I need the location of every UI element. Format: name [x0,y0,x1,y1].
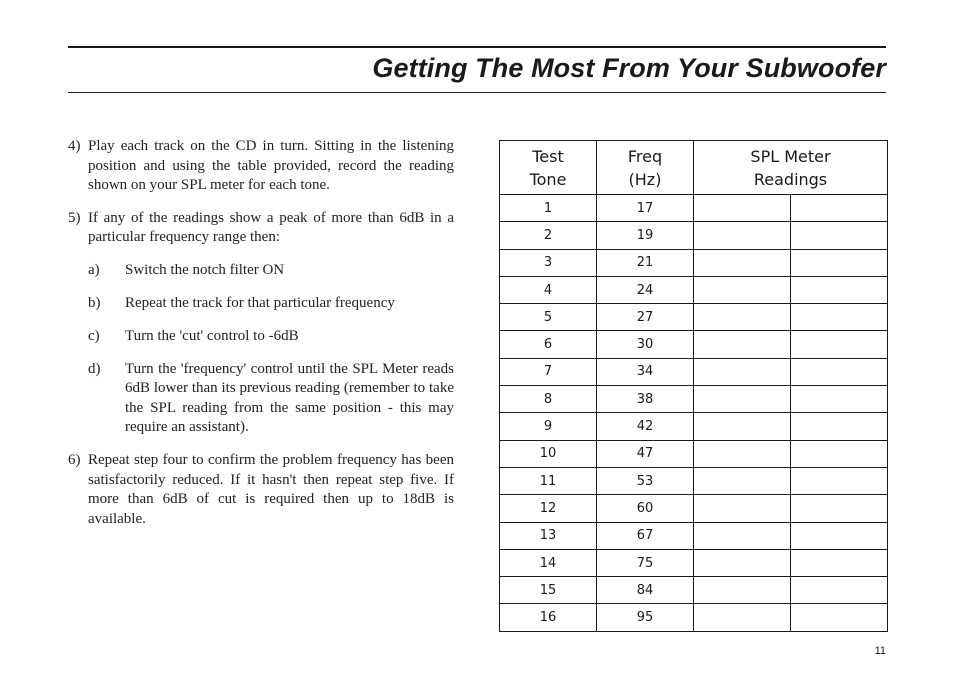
tone-cell: 12 [500,495,597,522]
freq-cell: 34 [597,358,694,385]
spl-reading-cell[interactable] [694,249,791,276]
spl-reading-cell[interactable] [694,386,791,413]
spl-reading-cell[interactable] [694,304,791,331]
tone-cell: 13 [500,522,597,549]
table-row [500,386,888,413]
freq-cell: 42 [597,413,694,440]
substep-b [88,294,454,314]
substep-text: Turn the 'frequency' control until the SPL Meter reads 6dB lower than its previous reading (remember to take the SPL reading from the same position - this may require an assistant). [125,360,454,435]
header-spl-line1: SPL Meter [750,146,831,166]
table-row [500,522,888,549]
tone-cell: 8 [500,386,597,413]
spl-reading-cell[interactable] [791,440,888,467]
spl-reading-cell[interactable] [791,413,888,440]
substep-list [88,261,454,438]
step-text: Play each track on the CD in turn. Sitting in the listening position and using the table provided, record the reading shown on your SPL meter for each tone. [88,138,454,193]
tone-cell: 16 [500,604,597,631]
substep-letter: c) [88,327,100,344]
freq-cell: 67 [597,522,694,549]
table-header-row [500,141,888,195]
tone-cell: 5 [500,304,597,331]
substep-a [88,261,454,281]
step-text: Repeat step four to confirm the problem frequency has been satisfactorily reduced. If it hasn't then repeat step five. If more than 6dB of cut is required then up to 18dB is available. [88,452,454,527]
table-row [500,276,888,303]
spl-reading-cell[interactable] [791,467,888,494]
spl-reading-cell[interactable] [694,495,791,522]
header-rule-top [68,46,886,48]
spl-reading-cell[interactable] [694,358,791,385]
spl-reading-cell[interactable] [694,276,791,303]
spl-reading-cell[interactable] [694,522,791,549]
tone-cell: 2 [500,222,597,249]
spl-reading-cell[interactable] [694,195,791,222]
spl-reading-cell[interactable] [694,604,791,631]
freq-cell: 84 [597,577,694,604]
freq-cell: 95 [597,604,694,631]
tone-cell: 4 [500,276,597,303]
step-4 [68,137,454,196]
spl-reading-cell[interactable] [791,249,888,276]
tone-cell: 7 [500,358,597,385]
freq-cell: 53 [597,467,694,494]
freq-cell: 38 [597,386,694,413]
tone-cell: 3 [500,249,597,276]
table-row [500,440,888,467]
spl-reading-cell[interactable] [694,413,791,440]
table-row [500,195,888,222]
tone-cell: 11 [500,467,597,494]
header-rule-bottom [68,92,886,93]
step-number: 4) [68,138,81,154]
spl-reading-cell[interactable] [694,440,791,467]
freq-cell: 27 [597,304,694,331]
step-number: 6) [68,452,81,468]
table-row [500,249,888,276]
spl-reading-cell[interactable] [791,522,888,549]
table-row [500,413,888,440]
table-row [500,331,888,358]
step-text: If any of the readings show a peak of more than 6dB in a particular frequency range then: [88,209,454,245]
freq-cell: 17 [597,195,694,222]
table-row [500,467,888,494]
spl-reading-cell[interactable] [791,495,888,522]
spl-reading-cell[interactable] [791,331,888,358]
substep-d [88,360,454,438]
table-row [500,604,888,631]
tone-cell: 1 [500,195,597,222]
instructions [68,137,454,542]
header-spl-readings [694,141,888,195]
table-row [500,549,888,576]
substep-c [88,327,454,347]
freq-cell: 60 [597,495,694,522]
substep-letter: d) [88,360,101,377]
table-row [500,577,888,604]
freq-cell: 19 [597,222,694,249]
tone-cell: 15 [500,577,597,604]
freq-cell: 75 [597,549,694,576]
tone-cell: 14 [500,549,597,576]
page-number: 11 [874,645,886,657]
spl-reading-cell[interactable] [791,276,888,303]
spl-reading-cell[interactable] [791,222,888,249]
table-row [500,358,888,385]
spl-reading-cell[interactable] [791,604,888,631]
spl-reading-cell[interactable] [694,467,791,494]
spl-reading-cell[interactable] [694,577,791,604]
substep-text: Repeat the track for that particular frequency [125,294,395,311]
table-row [500,304,888,331]
spl-reading-cell[interactable] [791,577,888,604]
tone-cell: 6 [500,331,597,358]
spl-reading-cell[interactable] [694,222,791,249]
tone-cell: 9 [500,413,597,440]
substep-letter: a) [88,261,100,278]
page-title: Getting The Most From Your Subwoofer [372,53,886,83]
tone-cell: 10 [500,440,597,467]
step-number: 5) [68,209,81,226]
substep-letter: b) [88,294,101,311]
spl-reading-cell[interactable] [694,549,791,576]
header-test-tone-line2: Tone [529,169,567,189]
step-5 [68,209,454,248]
table-row [500,222,888,249]
freq-cell: 47 [597,440,694,467]
header-freq [597,141,694,195]
spl-reading-cell[interactable] [791,358,888,385]
header-test-tone-line1: Test [532,146,564,166]
substep-text: Turn the 'cut' control to -6dB [125,327,299,344]
header-test-tone [500,141,597,195]
spl-reading-cell[interactable] [791,195,888,222]
spl-reading-cell[interactable] [791,386,888,413]
freq-cell: 30 [597,331,694,358]
header-freq-line2: (Hz) [628,169,662,189]
spl-reading-cell[interactable] [791,549,888,576]
freq-cell: 24 [597,276,694,303]
spl-reading-cell[interactable] [791,304,888,331]
substep-text: Switch the notch filter ON [125,261,285,278]
header-freq-line1: Freq [627,146,663,166]
spl-reading-cell[interactable] [694,331,791,358]
step-6 [68,451,454,529]
header-spl-line2: Readings [753,169,828,189]
spl-readings-table [499,140,888,632]
freq-cell: 21 [597,249,694,276]
table-row [500,495,888,522]
